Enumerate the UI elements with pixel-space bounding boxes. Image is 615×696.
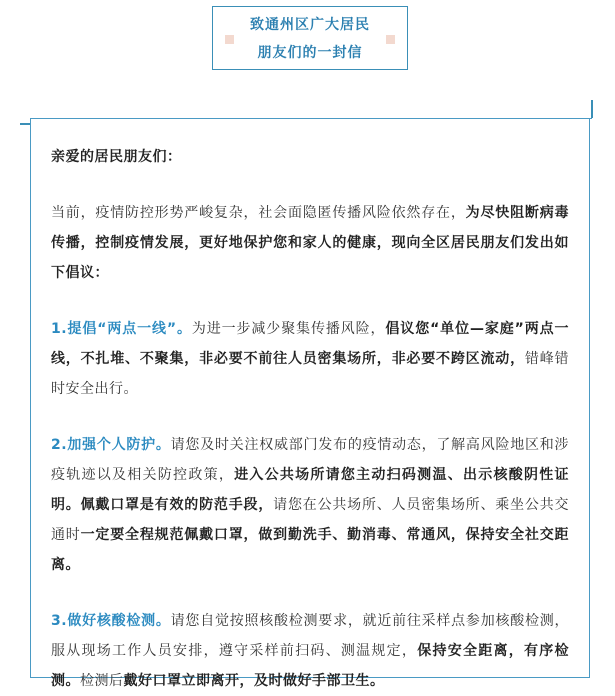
title-line-1: 致通州区广大居民 [250,17,370,33]
intro-bold: 为尽快阻断病毒传播，控制疫情发展，更好地保护您和家人的健康，现向全区居民朋友们发出如下倡议： [51,205,570,281]
item-bold: 倡议您“单位—家庭”两点一线，不扎堆、不聚集，非必要不前往人员密集场所，非必要不跨区流动， [51,321,569,367]
item-text: 请您自觉按照核酸检测要求，就近前往采样点参加核酸检测，服从现场工作人员安排，遵守采样前扫码、测温规定， [51,613,570,659]
intro-paragraph [51,198,569,288]
item-heading-1: 1.提倡“两点一线”。 [51,321,192,337]
item-text: 错峰错时安全出行。 [51,351,570,397]
frame-corner-right [591,100,593,118]
letter-body [30,118,590,689]
decor-square-left [225,35,234,44]
decor-square-right [386,35,395,44]
item-paragraph-2 [51,430,569,580]
letter-title-box [212,6,408,70]
item-heading-2: 2.加强个人防护。 [51,437,171,453]
item-bold: 一定要全程规范佩戴口罩，做到勤洗手、勤消毒、常通风，保持安全社交距离。 [51,527,570,573]
item-bold: 戴好口罩立即离开，及时做好手部卫生。 [123,673,385,689]
item-paragraph-1 [51,314,569,404]
item-heading-3: 3.做好核酸检测。 [51,613,171,629]
item-paragraph-3 [51,606,569,696]
item-text: 为进一步减少聚集传播风险， [191,321,386,337]
item-text: 请您及时关注权威部门发布的疫情动态，了解高风险地区和涉疫轨迹以及相关防控政策， [51,437,570,483]
greeting: 亲爱的居民朋友们： [51,149,182,165]
item-text: 检测后 [80,673,124,689]
item-bold: 进入公共场所请您主动扫码测温、出示核酸阴性证明。佩戴口罩是有效的防范手段， [51,467,570,513]
intro-normal: 当前，疫情防控形势严峻复杂，社会面隐匿传播风险依然存在， [51,205,466,221]
frame-corner-left [20,123,30,125]
item-text: 请您在公共场所、人员密集场所、乘坐公共交通时 [51,497,570,543]
title-line-2: 朋友们的一封信 [257,45,363,61]
item-bold: 保持安全距离，有序检测。 [51,643,570,689]
